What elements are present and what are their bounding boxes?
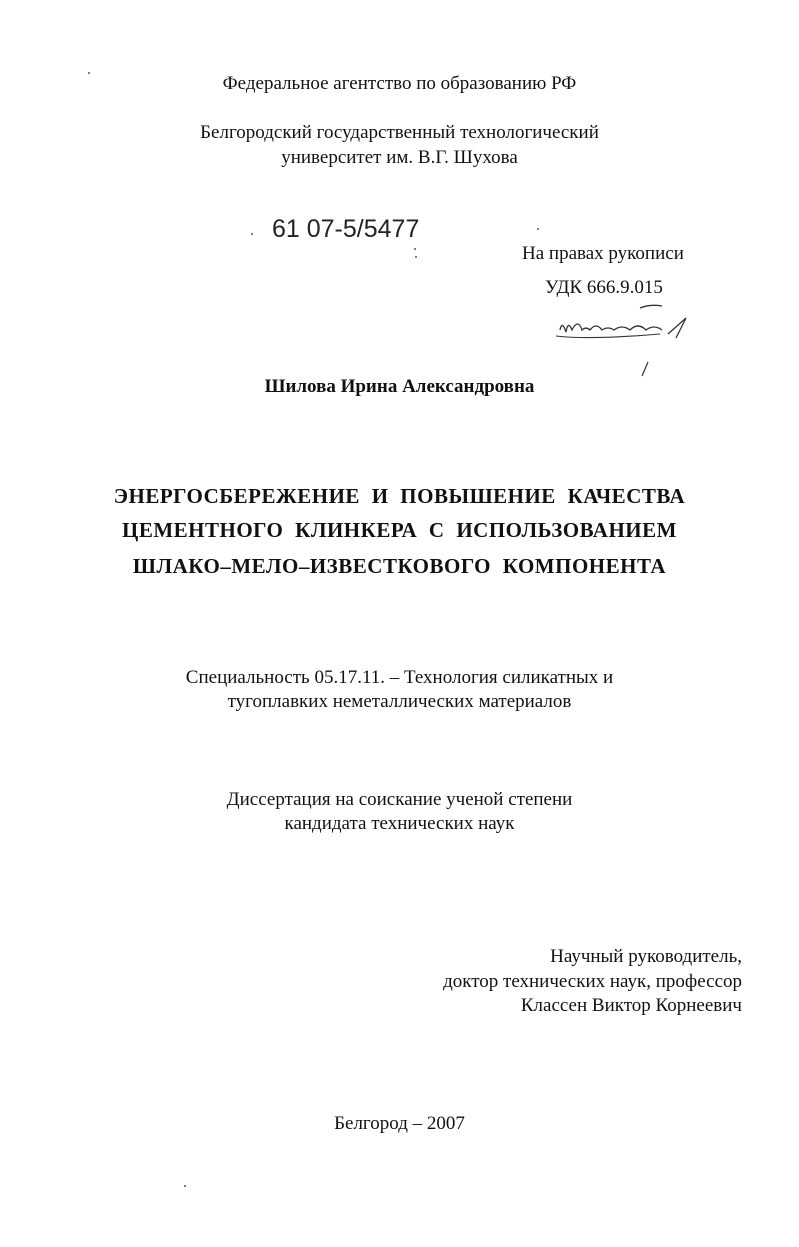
manuscript-rights: На правах рукописи bbox=[522, 243, 684, 264]
city-year: Белгород – 2007 bbox=[334, 1113, 465, 1134]
dissertation-title-line1: ЭНЕРГОСБЕРЕЖЕНИЕ И ПОВЫШЕНИЕ КАЧЕСТВА bbox=[113, 484, 686, 508]
scan-speck bbox=[251, 233, 253, 235]
author-name: Шилова Ирина Александровна bbox=[264, 376, 535, 397]
degree-line2: кандидата технических наук bbox=[284, 813, 515, 834]
scan-speck bbox=[414, 248, 416, 250]
scan-speck bbox=[537, 228, 539, 230]
supervisor-degree: доктор технических наук, профессор bbox=[443, 971, 742, 992]
udk-code: УДК 666.9.015 bbox=[545, 277, 663, 298]
archive-code: 61 07-5/5477 bbox=[272, 215, 420, 243]
dissertation-title-line3: ШЛАКО–МЕЛО–ИЗВЕСТКОВОГО КОМПОНЕНТА bbox=[132, 554, 667, 578]
university-name-line2: университет им. В.Г. Шухова bbox=[281, 147, 518, 168]
specialty-line1: Специальность 05.17.11. – Технология силикатных и bbox=[185, 667, 614, 688]
scan-speck bbox=[88, 72, 90, 74]
agency-name: Федеральное агентство по образованию РФ bbox=[222, 73, 577, 94]
dissertation-title-line2: ЦЕМЕНТНОГО КЛИНКЕРА С ИСПОЛЬЗОВАНИЕМ bbox=[122, 518, 677, 542]
handwritten-signature bbox=[550, 300, 700, 380]
supervisor-label: Научный руководитель, bbox=[550, 946, 742, 967]
scan-speck bbox=[415, 256, 417, 258]
degree-line1: Диссертация на соискание ученой степени bbox=[226, 789, 573, 810]
scan-speck bbox=[184, 1185, 186, 1187]
supervisor-name: Классен Виктор Корнеевич bbox=[520, 995, 742, 1016]
university-name-line1: Белгородский государственный технологический bbox=[200, 122, 599, 143]
specialty-line2: тугоплавких неметаллических материалов bbox=[227, 691, 572, 712]
